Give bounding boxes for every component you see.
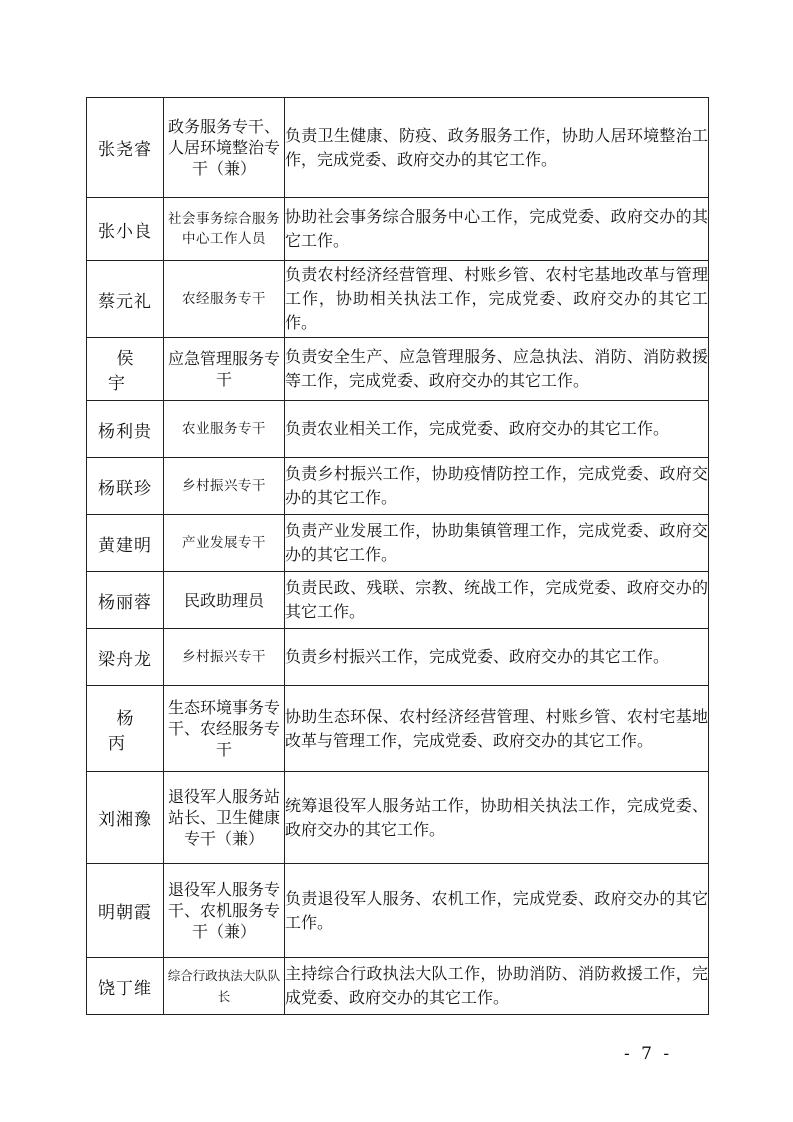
staff-name: 黄建明 — [87, 515, 164, 572]
staff-name: 饶丁维 — [87, 958, 164, 1015]
table-row — [87, 686, 709, 772]
staff-role: 乡村振兴专干 — [164, 458, 285, 515]
staff-role: 农经服务专干 — [164, 261, 285, 338]
staff-name: 杨丽蓉 — [87, 572, 164, 629]
table-row — [87, 572, 709, 629]
staff-role: 生态环境事务专干、农经服务专干 — [164, 686, 285, 772]
staff-duty: 负责卫生健康、防疫、政务服务工作，协助人居环境整治工作，完成党委、政府交办的其它工作。 — [285, 98, 709, 198]
staff-name: 张小良 — [87, 198, 164, 261]
staff-name: 梁舟龙 — [87, 629, 164, 686]
table-row — [87, 958, 709, 1015]
staff-role: 综合行政执法大队队长 — [164, 958, 285, 1015]
staff-role: 产业发展专干 — [164, 515, 285, 572]
staff-name: 杨丙 — [87, 686, 164, 772]
staff-name: 侯宇 — [87, 338, 164, 401]
staff-role: 民政助理员 — [164, 572, 285, 629]
staff-role: 乡村振兴专干 — [164, 629, 285, 686]
table-row — [87, 772, 709, 864]
table-row — [87, 515, 709, 572]
staff-duty: 负责安全生产、应急管理服务、应急执法、消防、消防救援等工作，完成党委、政府交办的其它工作。 — [285, 338, 709, 401]
staff-name: 杨利贵 — [87, 401, 164, 458]
staff-duty: 统筹退役军人服务站工作，协助相关执法工作，完成党委、政府交办的其它工作。 — [285, 772, 709, 864]
table-row — [87, 629, 709, 686]
table-row — [87, 198, 709, 261]
staff-role: 农业服务专干 — [164, 401, 285, 458]
table-row — [87, 338, 709, 401]
staff-name: 张尧睿 — [87, 98, 164, 198]
duty-table — [86, 97, 709, 1015]
page-number: - 7 - — [624, 1044, 673, 1064]
staff-duty: 协助生态环保、农村经济经营管理、村账乡管、农村宅基地改革与管理工作，完成党委、政府交办的其它工作。 — [285, 686, 709, 772]
staff-duty: 负责退役军人服务、农机工作，完成党委、政府交办的其它工作。 — [285, 864, 709, 958]
staff-role: 退役军人服务站站长、卫生健康专干（兼） — [164, 772, 285, 864]
staff-name: 刘湘豫 — [87, 772, 164, 864]
staff-duty: 负责农村经济经营管理、村账乡管、农村宅基地改革与管理工作，协助相关执法工作，完成党委、政府交办的其它工作。 — [285, 261, 709, 338]
staff-name: 明朝霞 — [87, 864, 164, 958]
staff-role: 政务服务专干、人居环境整治专干（兼） — [164, 98, 285, 198]
staff-name: 蔡元礼 — [87, 261, 164, 338]
staff-duty: 负责农业相关工作，完成党委、政府交办的其它工作。 — [285, 401, 709, 458]
staff-duty: 负责产业发展工作，协助集镇管理工作，完成党委、政府交办的其它工作。 — [285, 515, 709, 572]
staff-duty: 负责乡村振兴工作，完成党委、政府交办的其它工作。 — [285, 629, 709, 686]
staff-duty: 主持综合行政执法大队工作，协助消防、消防救援工作，完成党委、政府交办的其它工作。 — [285, 958, 709, 1015]
staff-duty: 协助社会事务综合服务中心工作，完成党委、政府交办的其它工作。 — [285, 198, 709, 261]
staff-duty: 负责民政、残联、宗教、统战工作，完成党委、政府交办的其它工作。 — [285, 572, 709, 629]
table-row — [87, 261, 709, 338]
table-row — [87, 401, 709, 458]
staff-role: 退役军人服务专干、农机服务专干（兼） — [164, 864, 285, 958]
table-row — [87, 98, 709, 198]
staff-duty: 负责乡村振兴工作，协助疫情防控工作，完成党委、政府交办的其它工作。 — [285, 458, 709, 515]
staff-name: 杨联珍 — [87, 458, 164, 515]
table-row — [87, 458, 709, 515]
staff-role: 社会事务综合服务中心工作人员 — [164, 198, 285, 261]
staff-role: 应急管理服务专干 — [164, 338, 285, 401]
table-row — [87, 864, 709, 958]
